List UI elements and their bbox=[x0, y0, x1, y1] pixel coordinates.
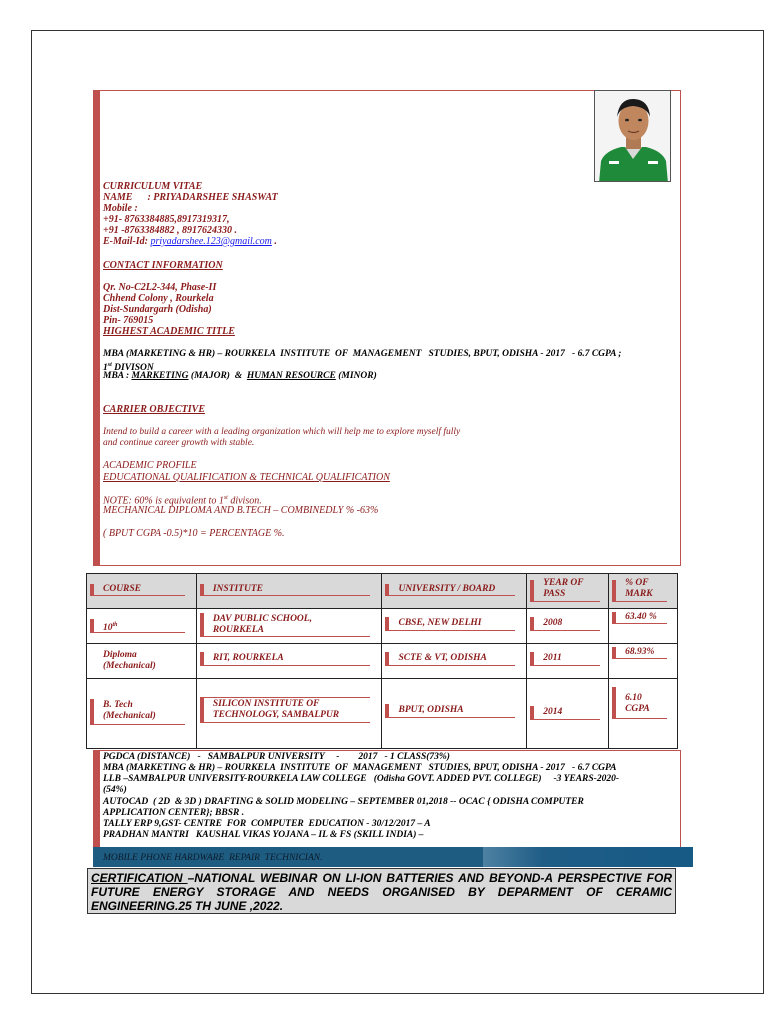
accent-bar bbox=[93, 90, 100, 566]
formula-line: ( BPUT CGPA -0.5)*10 = PERCENTAGE %. bbox=[103, 528, 285, 539]
col-year: YEAR OF PASS bbox=[543, 578, 584, 599]
email-label: E-Mail-Id: bbox=[103, 236, 151, 247]
phone-line-1: +91- 8763384885,8917319317, bbox=[103, 214, 230, 225]
accent-bar-2 bbox=[93, 750, 100, 847]
table-header-row bbox=[87, 574, 678, 609]
address-line-2: Chhend Colony , Rourkela bbox=[103, 293, 214, 304]
row1-year: 2008 bbox=[543, 618, 563, 628]
phone-line-2: +91 -8763384882 , 8917624330 . bbox=[103, 225, 238, 236]
education-table bbox=[86, 573, 678, 749]
tally-line: TALLY ERP 9,GST- CENTRE FOR COMPUTER EDUCATION - 30/12/2017 – A bbox=[103, 819, 431, 829]
contact-heading: CONTACT INFORMATION bbox=[103, 260, 223, 271]
row3-institute: SILICON INSTITUTE OF TECHNOLOGY, SAMBALPUR bbox=[212, 699, 340, 720]
mba-major-line: MBA : MARKETING (MAJOR) & HUMAN RESOURCE (MINOR) bbox=[103, 371, 377, 381]
name-line: NAME : PRIYADARSHEE SHASWAT bbox=[103, 192, 278, 203]
table-row bbox=[87, 644, 678, 679]
email-tail: . bbox=[271, 236, 277, 247]
certification-label: CERTIFICATION bbox=[91, 871, 188, 885]
table-row bbox=[87, 679, 678, 749]
autocad-line-2: APPLICATION CENTER}; BBSR . bbox=[103, 808, 245, 818]
col-board: UNIVERSITY / BOARD bbox=[398, 584, 496, 594]
mba-line: MBA (MARKETING & HR) – ROURKELA INSTITUTE OF MANAGEMENT STUDIES, BPUT, ODISHA - 2017 - 6.7 CGPA ; bbox=[103, 349, 622, 359]
objective-line-2: and continue career growth with stable. bbox=[103, 438, 255, 448]
address-line-3: Dist-Sundargarh (Odisha) bbox=[103, 304, 212, 315]
row2-mark: 68.93% bbox=[625, 647, 655, 657]
row2-course: Diploma (Mechanical) bbox=[103, 650, 156, 671]
row2-year: 2011 bbox=[543, 653, 562, 663]
mba-line-2: MBA (MARKETING & HR) – ROURKELA INSTITUTE OF MANAGEMENT STUDIES, BPUT, ODISHA - 2017 - 6.7 CGPA bbox=[103, 763, 617, 773]
email-line bbox=[103, 236, 277, 247]
row3-board: BPUT, ODISHA bbox=[398, 705, 464, 715]
row1-institute: DAV PUBLIC SCHOOL, ROURKELA bbox=[212, 614, 312, 635]
cv-title: CURRICULUM VITAE bbox=[103, 181, 203, 192]
col-institute: INSTITUTE bbox=[212, 584, 263, 594]
llb-line: LLB –SAMBALPUR UNIVERSITY-ROURKELA LAW COLLEGE (Odisha GOVT. ADDED PVT. COLLEGE) -3 YEARS-2020- bbox=[103, 774, 619, 784]
note-line: NOTE: 60% is equivalent to 1st divison. bbox=[103, 495, 262, 507]
combined-line: MECHANICAL DIPLOMA AND B.TECH – COMBINEDLY % -63% bbox=[103, 505, 379, 516]
row1-course: 10th bbox=[103, 622, 118, 634]
mobile-repair-line: MOBILE PHONE HARDWARE REPAIR TECHNICIAN. bbox=[103, 853, 323, 863]
col-mark: % OF MARK bbox=[625, 578, 653, 599]
row3-year: 2014 bbox=[543, 707, 563, 717]
address-line-4: Pin- 769015 bbox=[103, 315, 154, 326]
autocad-line: AUTOCAD ( 2D & 3D ) DRAFTING & SOLID MODELING – SEPTEMBER 01,2018 -- OCAC { ODISHA COMPUTER bbox=[103, 797, 584, 807]
profile-photo bbox=[594, 90, 671, 182]
row2-institute: RIT, ROURKELA bbox=[212, 653, 284, 663]
row3-course: B. Tech (Mechanical) bbox=[103, 700, 156, 721]
mobile-label: Mobile : bbox=[103, 203, 138, 214]
objective-line-1: Intend to build a career with a leading organization which will help me to explore myself fully bbox=[103, 427, 461, 437]
llb-percent-line: (54%) bbox=[103, 785, 127, 795]
academic-title-heading: HIGHEST ACADEMIC TITLE bbox=[103, 326, 235, 337]
pgdca-line: PGDCA (DISTANCE) - SAMBALPUR UNIVERSITY - 2017 - 1 CLASS(73%) bbox=[103, 752, 450, 762]
certification-text bbox=[88, 869, 675, 915]
objective-heading: CARRIER OBJECTIVE bbox=[103, 404, 205, 415]
row1-board: CBSE, NEW DELHI bbox=[398, 618, 482, 628]
row3-mark: 6.10 CGPA bbox=[625, 693, 650, 714]
email-link[interactable]: priyadarshee.123@gmail.com bbox=[150, 236, 272, 247]
table-row bbox=[87, 609, 678, 644]
certification-box bbox=[87, 868, 676, 914]
address-line-1: Qr. No-C2L2-344, Phase-II bbox=[103, 282, 217, 293]
certification-detail: –NATIONAL WEBINAR ON LI-ION BATTERIES AND BEYOND-A PERSPECTIVE FOR FUTURE ENERGY STORAGE AND NEEDS ORGANISED BY DEPARMENT OF CERAMIC ENGINEERING.25 TH JUNE ,2022. bbox=[91, 871, 672, 913]
row1-mark: 63.40 % bbox=[625, 612, 657, 622]
pmkvy-line: PRADHAN MANTRI KAUSHAL VIKAS YOJANA – IL & FS (SKILL INDIA) – bbox=[103, 830, 424, 840]
academic-profile-heading: ACADEMIC PROFILE bbox=[103, 460, 197, 471]
qualification-heading: EDUCATIONAL QUALIFICATION & TECHNICAL QUALIFICATION bbox=[103, 472, 390, 483]
division-line: 1st DIVISON bbox=[103, 362, 154, 374]
col-course: COURSE bbox=[103, 584, 142, 594]
row2-board: SCTE & VT, ODISHA bbox=[398, 653, 487, 663]
